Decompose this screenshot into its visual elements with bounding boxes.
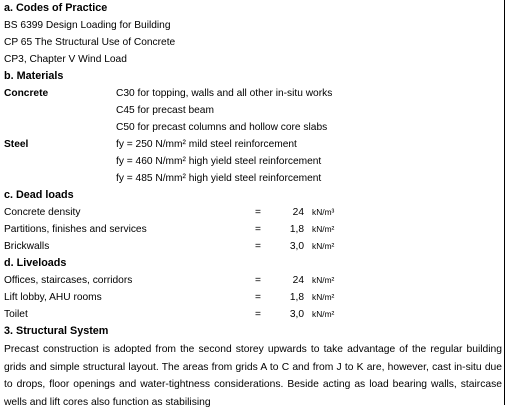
equals-sign: =: [255, 241, 261, 252]
steel-line: fy = 485 N/mm² high yield steel reinforcement: [116, 173, 322, 184]
load-unit: kN/m²: [312, 224, 335, 234]
load-value: 1,8: [289, 292, 304, 303]
code-line: CP3, Chapter V Wind Load: [4, 54, 127, 65]
concrete-line: C45 for precast beam: [116, 105, 214, 116]
heading-structural-system: 3. Structural System: [4, 325, 109, 337]
steel-line: fy = 460 N/mm² high yield steel reinforcement: [116, 156, 322, 167]
equals-sign: =: [255, 207, 261, 218]
load-name: Partitions, finishes and services: [4, 224, 147, 235]
load-unit: kN/m²: [312, 275, 335, 285]
concrete-line: C30 for topping, walls and all other in-situ works: [116, 88, 333, 99]
heading-materials: b. Materials: [4, 70, 64, 82]
heading-codes-of-practice: a. Codes of Practice: [4, 2, 108, 14]
heading-dead-loads: c. Dead loads: [4, 189, 74, 201]
load-unit: kN/m²: [312, 309, 335, 319]
heading-live-loads: d. Liveloads: [4, 257, 67, 269]
equals-sign: =: [255, 309, 261, 320]
load-value: 24: [292, 275, 304, 286]
equals-sign: =: [255, 224, 261, 235]
load-value: 24: [292, 207, 304, 218]
load-unit: kN/m³: [312, 207, 335, 217]
load-name: Brickwalls: [4, 241, 50, 252]
load-value: 1,8: [289, 224, 304, 235]
concrete-line: C50 for precast columns and hollow core slabs: [116, 122, 328, 133]
load-name: Toilet: [4, 309, 28, 320]
load-value: 3,0: [289, 309, 304, 320]
code-line: BS 6399 Design Loading for Building: [4, 20, 171, 31]
equals-sign: =: [255, 292, 261, 303]
concrete-label: Concrete: [4, 88, 49, 99]
load-name: Lift lobby, AHU rooms: [4, 292, 102, 303]
steel-label: Steel: [4, 139, 29, 150]
structural-system-paragraph: Precast construction is adopted from the second storey upwards to take advantage of the regular building grids and simple structural layout. The areas from grids A to C and from J to K are, however, cast in-situ due to drops, floor openings and water-tightness considerations. Beside acting as load bearing walls, staircase wells and lift cores also function as stabilising: [4, 344, 502, 408]
code-line: CP 65 The Structural Use of Concrete: [4, 37, 176, 48]
steel-line: fy = 250 N/mm² mild steel reinforcement: [116, 139, 297, 150]
load-name: Concrete density: [4, 207, 81, 218]
load-unit: kN/m²: [312, 292, 335, 302]
equals-sign: =: [255, 275, 261, 286]
load-value: 3,0: [289, 241, 304, 252]
page-edge-divider: [504, 0, 505, 405]
load-name: Offices, staircases, corridors: [4, 275, 133, 286]
load-unit: kN/m²: [312, 241, 335, 251]
